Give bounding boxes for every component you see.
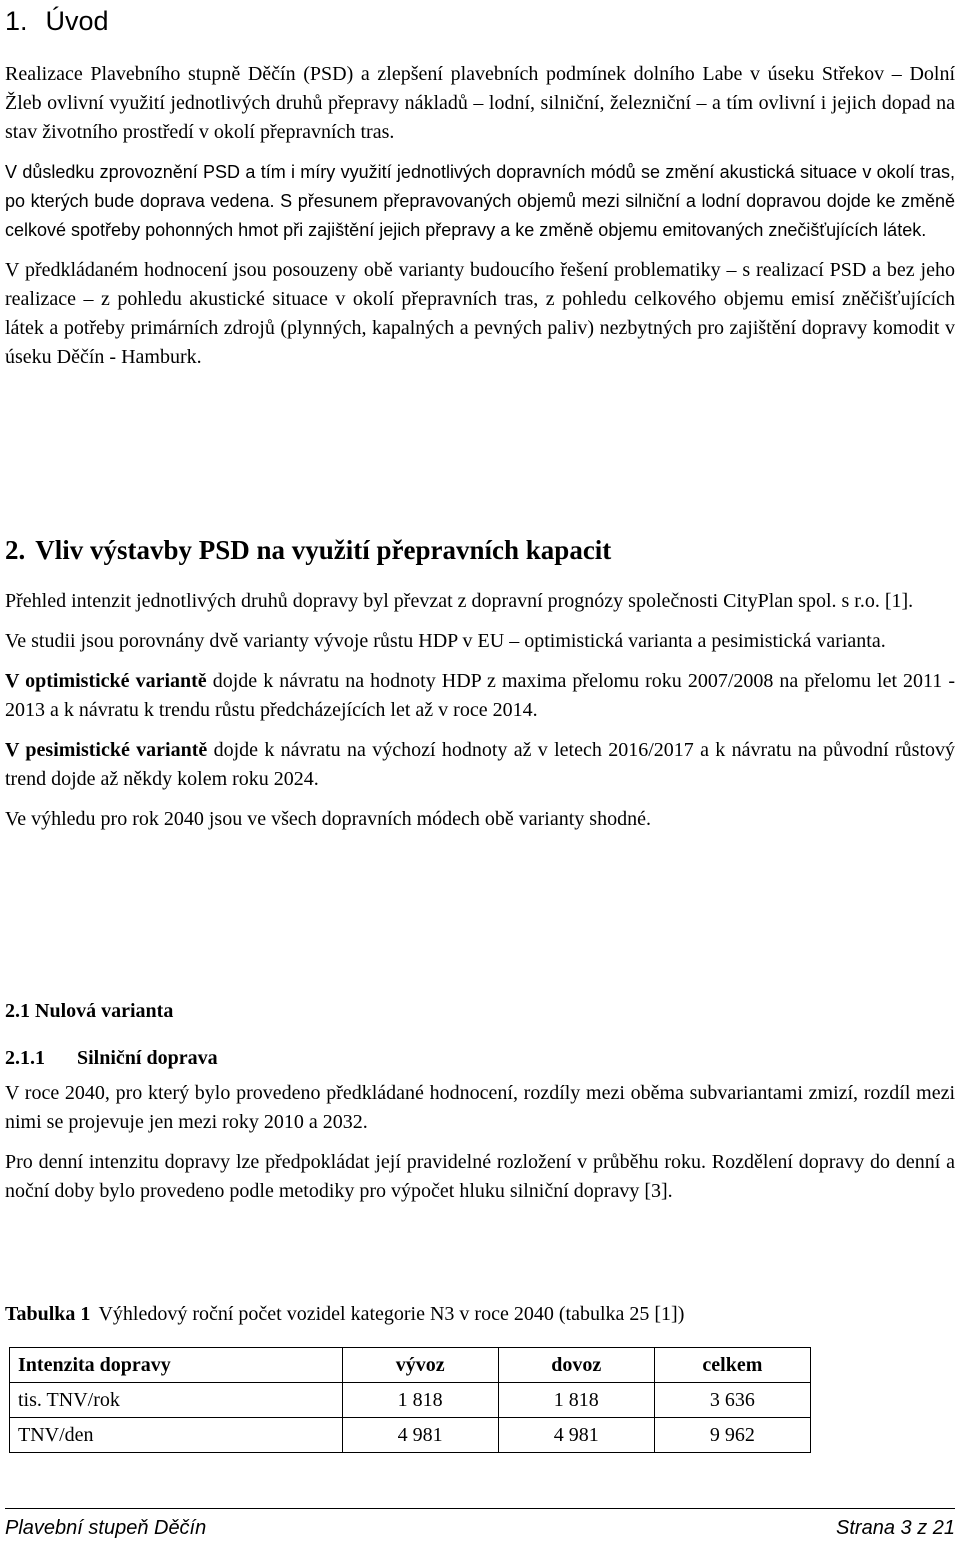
table-cell: 1 818 [342, 1383, 498, 1418]
table-cell: 4 981 [498, 1418, 654, 1453]
pessimistic-variant-paragraph [5, 736, 955, 794]
section-2-1-body [5, 997, 955, 1217]
intro-paragraph-2: V důsledku zprovoznění PSD a tím i míry využití jednotlivých dopravních módů se změní akustická situace v okolí tras, po kterých bude doprava vedena. S přesunem přepravovaných objemů mezi silniční a lodní dopravou dojde ke změně celkové spotřeby pohonných hmot při zajištění jejich přepravy a ke změně objemu emitovaných znečišťujících látek. [5, 162, 955, 240]
table-cell: TNV/den [10, 1418, 343, 1453]
pessimistic-variant-label: V pesimistické variantě [5, 739, 208, 761]
section-2-body [5, 587, 955, 845]
table-cell: 3 636 [654, 1383, 810, 1418]
section-2-paragraph-1: Přehled intenzit jednotlivých druhů dopravy byl převzat z dopravní prognózy společnosti CityPlan spol. s r.o. [1]. [5, 590, 914, 612]
section-2-title: Vliv výstavby PSD na využití přepravních kapacit [35, 535, 612, 565]
section-1-number: 1. [5, 6, 28, 36]
table-caption [5, 1300, 684, 1329]
table-header-row [10, 1348, 811, 1383]
road-transport-paragraph-1: V roce 2040, pro který bylo provedeno předkládané hodnocení, rozdíly mezi oběma subvariantami zmizí, rozdíl mezi nimi se projevuje jen mezi roky 2010 a 2032. [5, 1082, 955, 1133]
section-2-paragraph-5: Ve výhledu pro rok 2040 jsou ve všech dopravních módech obě varianty shodné. [5, 808, 651, 830]
section-2-number: 2. [5, 535, 26, 565]
section-2-1-1-title: Silniční doprava [77, 1047, 218, 1069]
section-2-1-heading: 2.1 Nulová varianta [5, 1000, 174, 1022]
footer-page-number: Strana 3 z 21 [836, 1517, 955, 1539]
table-cell: tis. TNV/rok [10, 1383, 343, 1418]
table-row [10, 1418, 811, 1453]
road-transport-paragraph-2: Pro denní intenzitu dopravy lze předpokládat její pravidelné rozložení v průběhu roku. Rozdělení dopravy do denní a noční doby bylo provedeno podle metodiky pro výpočet hluku silniční dopravy [3]. [5, 1151, 955, 1202]
section-1-heading [5, 4, 109, 38]
section-2-paragraph-2: Ve studii jsou porovnány dvě varianty vývoje růstu HDP v EU – optimistická varianta a pesimistická varianta. [5, 630, 886, 652]
intro-paragraph-1: Realizace Plavebního stupně Děčín (PSD) a zlepšení plavebních podmínek dolního Labe v úseku Střekov – Dolní Žleb ovlivní využití jednotlivých druhů přepravy nákladů – lodní, silniční, železniční – a tím ovlivní i jejich dopad na stav životního prostředí v okolí přepravních tras. [5, 63, 955, 143]
section-1-body [5, 60, 955, 383]
table-header-cell: dovoz [498, 1348, 654, 1383]
optimistic-variant-paragraph [5, 667, 955, 725]
table-caption-label: Tabulka 1 [5, 1303, 91, 1325]
optimistic-variant-text: dojde k návratu na hodnoty HDP z maxima přelomu roku 2007/2008 na přelomu let 2011 - 2013 a k návratu k trendu růstu předcházejících let až v roce 2014. [5, 670, 955, 721]
table-row [10, 1383, 811, 1418]
table-header-cell: celkem [654, 1348, 810, 1383]
intro-paragraph-3: V předkládaném hodnocení jsou posouzeny obě varianty budoucího řešení problematiky – s realizací PSD a bez jeho realizace – z pohledu akustické situace v okolí přepravních tras, z pohledu celkového objemu emisí zněčišťujících látek a potřeby primárních zdrojů (plynných, kapalných a pevných paliv) nezbytných pro zajištění dopravy komodit v úseku Děčín - Hamburk. [5, 259, 955, 368]
optimistic-variant-label: V optimistické variantě [5, 670, 207, 692]
vehicle-count-table [9, 1347, 811, 1453]
section-1-title: Úvod [45, 6, 109, 36]
pessimistic-variant-text: dojde k návratu na výchozí hodnoty až v letech 2016/2017 a k návratu na původní růstový trend dojde až někdy kolem roku 2024. [5, 739, 955, 790]
section-2-1-1-heading [5, 1044, 955, 1073]
section-2-1-1-number: 2.1.1 [5, 1047, 45, 1069]
table-cell: 9 962 [654, 1418, 810, 1453]
page-footer [5, 1508, 955, 1543]
document-page [5, 0, 955, 1549]
table-cell: 4 981 [342, 1418, 498, 1453]
table-header-cell: vývoz [342, 1348, 498, 1383]
table-cell: 1 818 [498, 1383, 654, 1418]
footer-document-title: Plavební stupeň Děčín [5, 1517, 207, 1539]
table-caption-text: Výhledový roční počet vozidel kategorie N3 v roce 2040 (tabulka 25 [1]) [98, 1303, 685, 1325]
table-header-cell: Intenzita dopravy [10, 1348, 343, 1383]
section-2-heading [5, 532, 611, 568]
